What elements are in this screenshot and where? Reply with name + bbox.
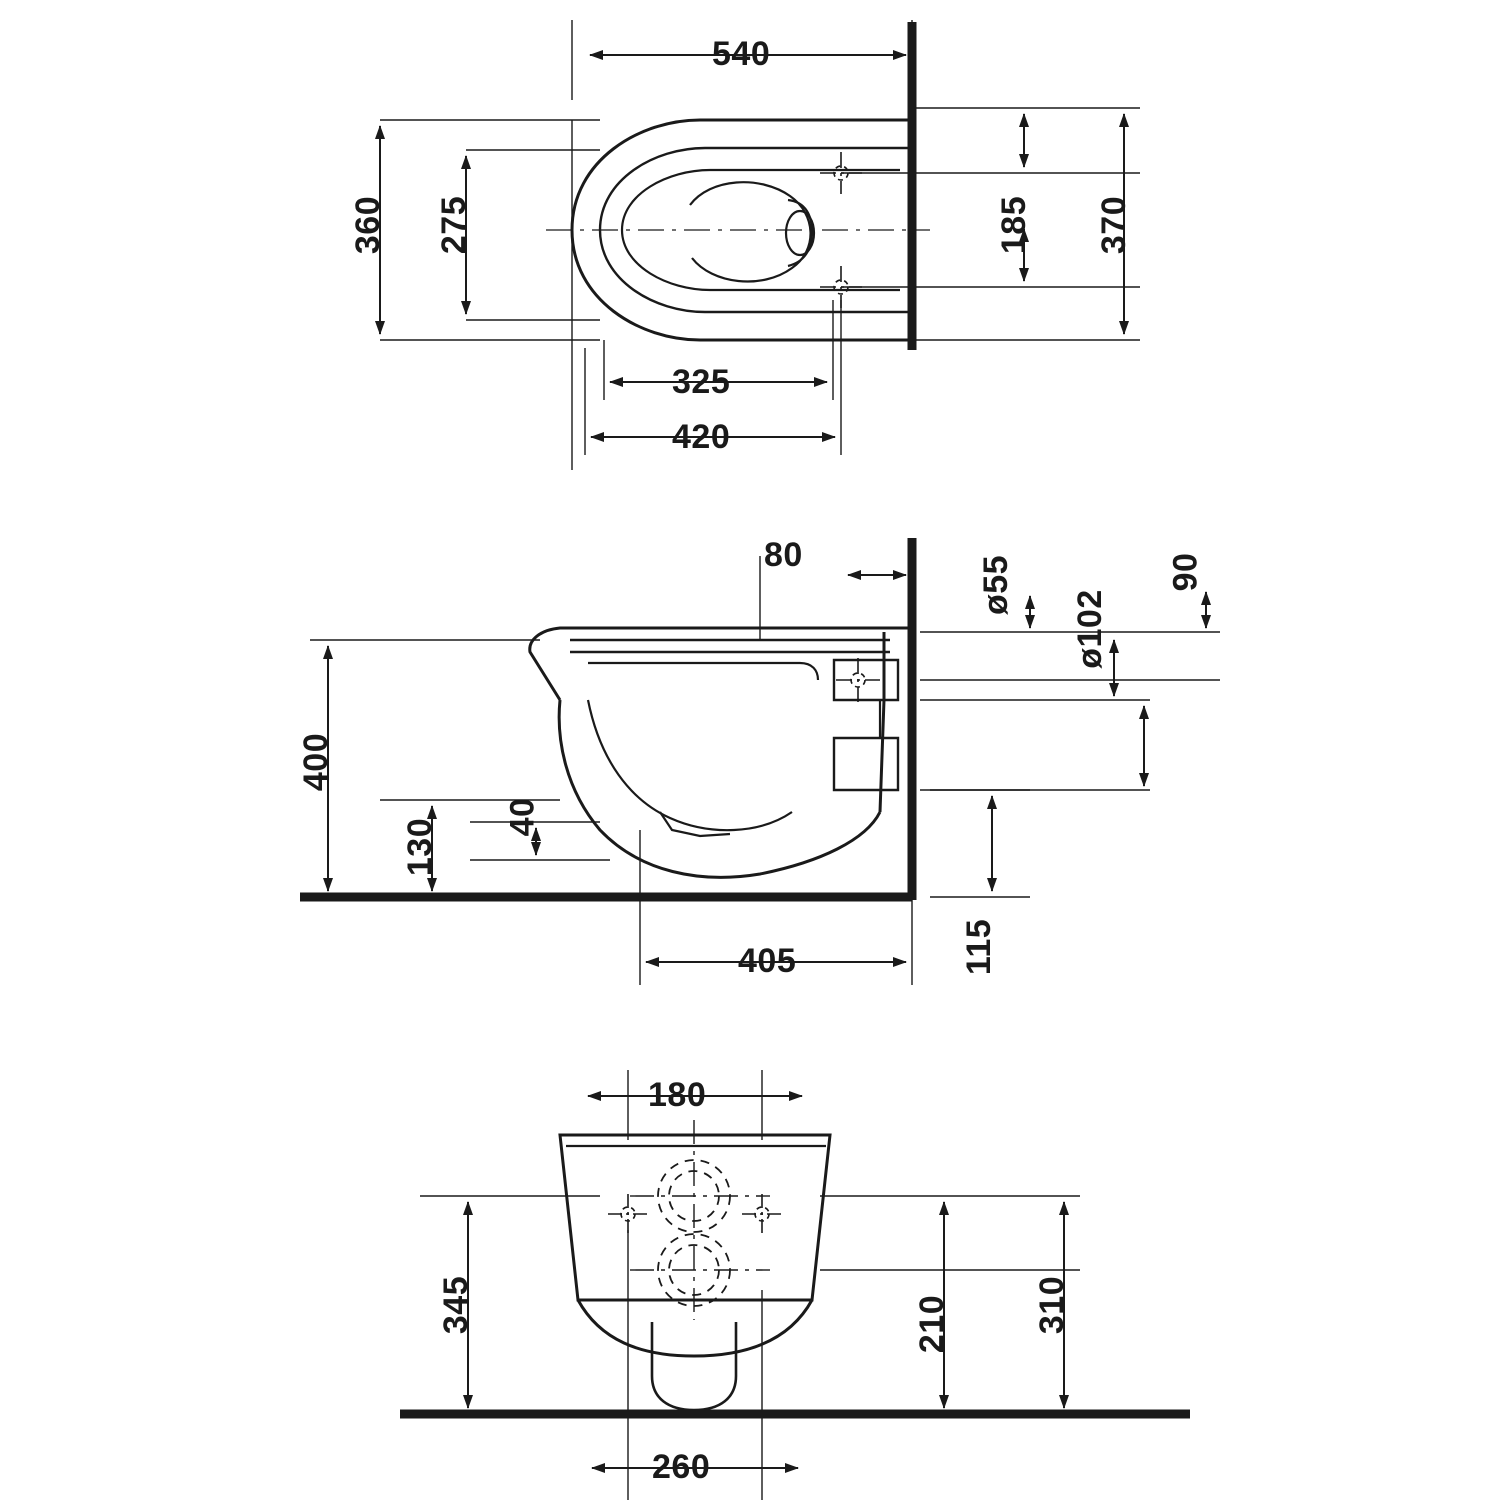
dimension-label-side-400: 400 [297,732,336,792]
dimension-label-side-130: 130 [401,817,440,877]
dimension-label-side-115: 115 [960,918,999,976]
dimension-label-top-325: 325 [672,363,731,401]
dimension-label-side-d102: ø102 [1070,589,1109,669]
dimension-label-top-420: 420 [672,418,731,456]
dimension-label-front-345: 345 [437,1275,476,1335]
dimension-label-top-185: 185 [995,195,1034,255]
dimension-label-side-80: 80 [764,536,803,574]
dimension-label-top-360: 360 [349,195,388,255]
dimension-label-front-210: 210 [913,1294,952,1354]
dimension-label-front-180: 180 [648,1076,707,1114]
dimension-label-side-90: 90 [1166,552,1205,592]
dimension-label-side-d55: ø55 [977,554,1016,616]
dimension-label-side-40: 40 [503,797,542,837]
dimension-label-front-260: 260 [652,1448,711,1486]
dimension-label-front-310: 310 [1033,1275,1072,1335]
dimension-label-top-275: 275 [435,195,474,255]
dimension-label-top-540: 540 [712,35,771,73]
front-view-group [400,1070,1190,1500]
dimension-label-top-370: 370 [1095,195,1134,255]
dimension-label-side-405: 405 [738,942,797,980]
